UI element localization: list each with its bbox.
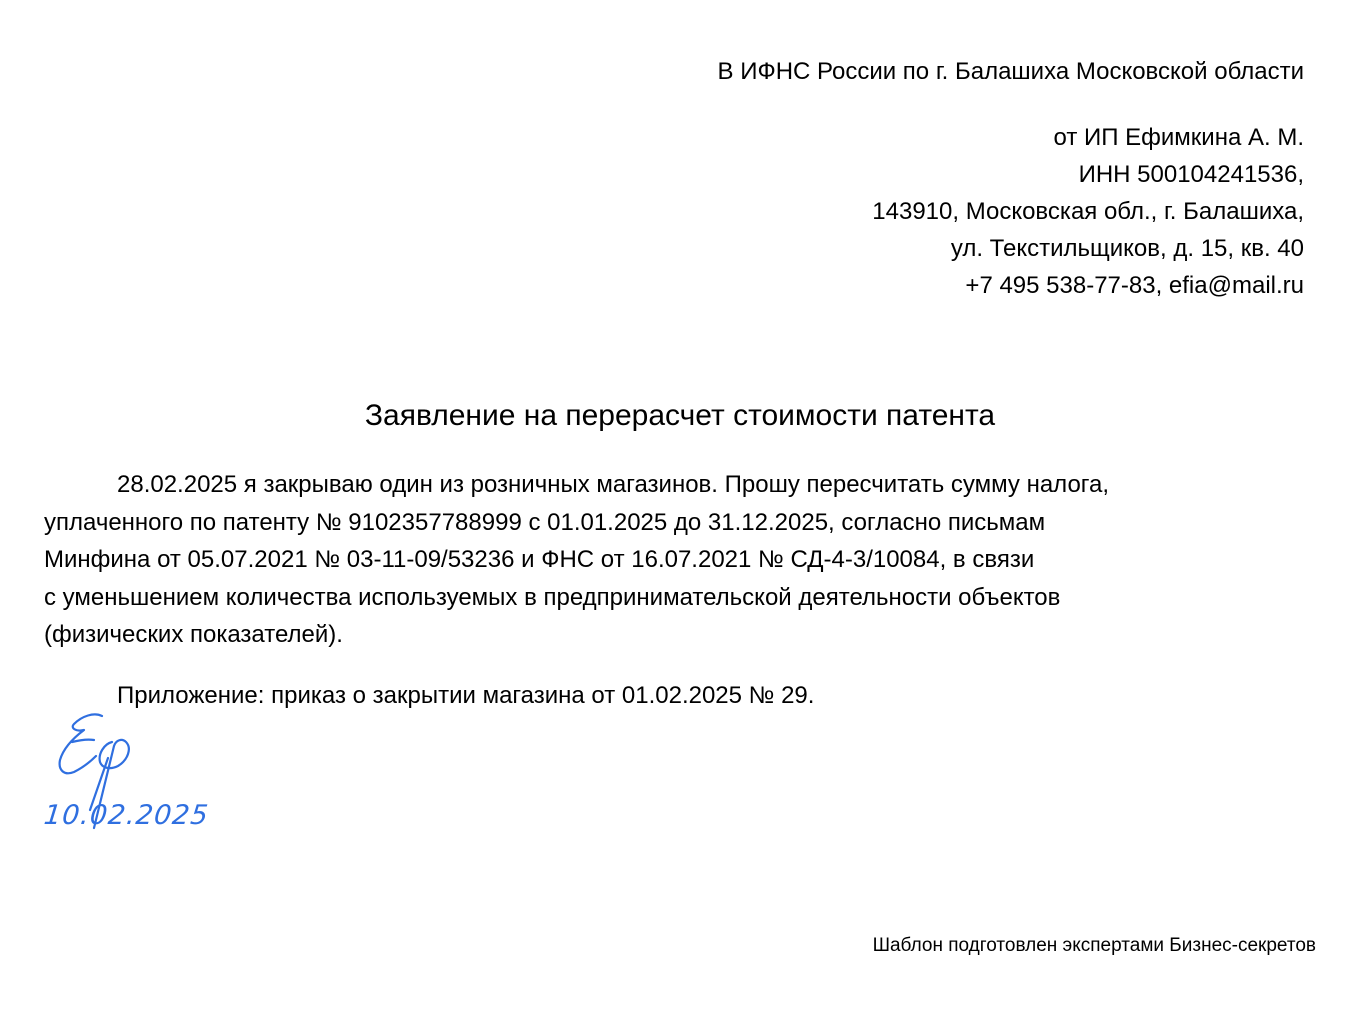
signature-date: 10.02.2025	[42, 800, 211, 831]
body-line: с уменьшением количества используемых в предпринимательской деятельности объектов	[44, 583, 1061, 611]
sender-block	[872, 119, 1304, 304]
body-line: (физических показателей).	[44, 621, 343, 648]
sender-contacts: +7 495 538-77-83, efia@mail.ru	[965, 272, 1304, 299]
sender-name: от ИП Ефимкина А. М.	[1053, 124, 1304, 151]
body-line: 28.02.2025 я закрываю один из розничных магазинов. Прошу пересчитать сумму налога,	[117, 471, 1110, 498]
sender-address-street: ул. Текстильщиков, д. 15, кв. 40	[950, 235, 1304, 262]
body-line: уплаченного по патенту № 9102357788999 с 01.01.2025 до 31.12.2025, согласно письмам	[44, 508, 1046, 536]
template-footer-note: Шаблон подготовлен экспертами Бизнес-секретов	[872, 935, 1316, 956]
sender-inn: ИНН 500104241536,	[1078, 161, 1304, 188]
recipient-block	[718, 56, 1304, 88]
document-title: Заявление на перерасчет стоимости патента	[364, 399, 996, 432]
recipient-line: В ИФНС России по г. Балашиха Московской области	[717, 58, 1304, 85]
document-body	[44, 466, 1304, 654]
sender-address-city: 143910, Московская обл., г. Балашиха,	[872, 198, 1304, 225]
body-line: Минфина от 05.07.2021 № 03-11-09/53236 и ФНС от 16.07.2021 № СД-4-3/10084, в связи	[44, 546, 1035, 573]
appendix-line: Приложение: приказ о закрытии магазина от 01.02.2025 № 29.	[117, 682, 815, 709]
